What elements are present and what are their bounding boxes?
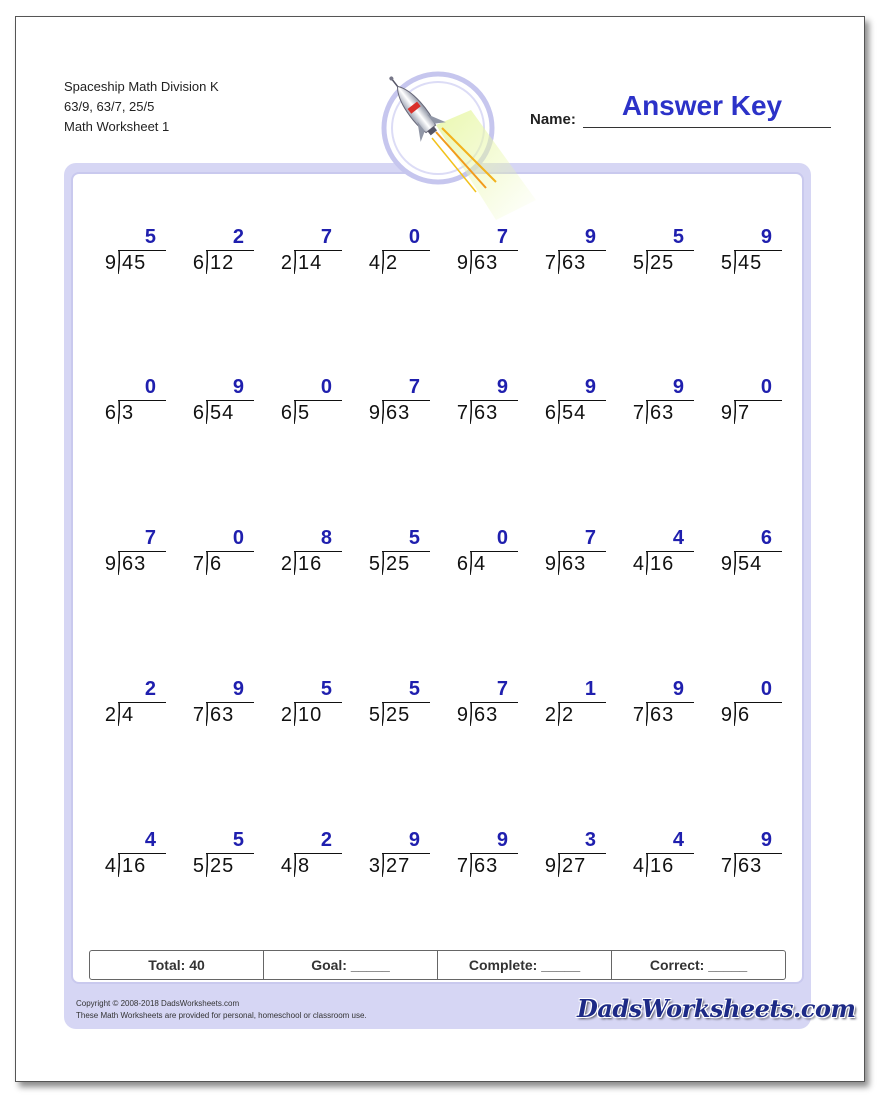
division-bracket [382, 702, 384, 726]
dividend: 10 [298, 704, 323, 726]
divisor: 9 [544, 553, 556, 575]
quotient: 9 [584, 226, 596, 248]
division-bracket [470, 853, 472, 877]
divisor: 2 [544, 704, 556, 726]
dividend: 63 [562, 252, 587, 274]
divisor: 4 [104, 855, 116, 877]
divisor: 6 [456, 553, 468, 575]
quotient: 5 [408, 527, 420, 549]
divisor: 4 [632, 855, 644, 877]
division-bracket [470, 250, 472, 274]
quotient: 5 [408, 678, 420, 700]
divisor: 4 [368, 252, 380, 274]
division-problem [176, 527, 256, 587]
division-problem [440, 376, 520, 436]
division-bracket [206, 702, 208, 726]
division-bracket [118, 400, 120, 424]
worksheet-header [64, 77, 219, 137]
division-bracket [294, 250, 296, 274]
dividend: 16 [122, 855, 147, 877]
division-problem [88, 678, 168, 738]
quotient: 0 [144, 376, 156, 398]
divisor: 4 [632, 553, 644, 575]
division-bracket [646, 250, 648, 274]
dividend: 45 [738, 252, 763, 274]
name-field-line[interactable] [583, 127, 831, 128]
dividend: 63 [474, 252, 499, 274]
site-logo[interactable]: DadsWorksheets.com [577, 994, 856, 1023]
division-bracket [646, 551, 648, 575]
dividend: 6 [210, 553, 223, 575]
quotient: 0 [232, 527, 244, 549]
division-problem [176, 678, 256, 738]
quotient: 0 [760, 678, 772, 700]
divisor: 5 [720, 252, 732, 274]
dividend: 54 [562, 402, 587, 424]
division-bracket [646, 702, 648, 726]
dividend: 16 [650, 855, 675, 877]
division-bracket [558, 250, 560, 274]
division-problem [176, 829, 256, 889]
division-problem [616, 527, 696, 587]
division-bracket [734, 702, 736, 726]
divisor: 5 [632, 252, 644, 274]
division-problem [704, 829, 784, 889]
quotient: 7 [408, 376, 420, 398]
worksheet-title: Spaceship Math Division K [64, 79, 219, 94]
quotient: 0 [408, 226, 420, 248]
divisor: 9 [456, 704, 468, 726]
division-bracket [558, 702, 560, 726]
score-complete[interactable]: Complete: _____ [438, 951, 612, 979]
dividend: 63 [738, 855, 763, 877]
quotient: 2 [232, 226, 244, 248]
division-problem [440, 226, 520, 286]
divisor: 9 [720, 553, 732, 575]
dividend: 63 [650, 704, 675, 726]
divisor: 9 [544, 855, 556, 877]
division-bracket [558, 853, 560, 877]
division-problem [440, 678, 520, 738]
quotient: 5 [144, 226, 156, 248]
division-problem [704, 678, 784, 738]
quotient: 9 [760, 226, 772, 248]
division-bracket [734, 250, 736, 274]
divisor: 2 [104, 704, 116, 726]
divisor: 6 [192, 402, 204, 424]
quotient: 7 [496, 226, 508, 248]
score-bar [89, 950, 786, 980]
quotient: 4 [672, 527, 684, 549]
divisor: 4 [280, 855, 292, 877]
dividend: 16 [298, 553, 323, 575]
division-bracket [118, 853, 120, 877]
division-bracket [734, 551, 736, 575]
division-bracket [294, 853, 296, 877]
dividend: 45 [122, 252, 147, 274]
quotient: 0 [760, 376, 772, 398]
quotient: 0 [496, 527, 508, 549]
quotient: 4 [672, 829, 684, 851]
division-bracket [294, 400, 296, 424]
division-problem [704, 527, 784, 587]
division-bracket [734, 853, 736, 877]
quotient: 7 [144, 527, 156, 549]
division-bracket [470, 400, 472, 424]
quotient: 2 [320, 829, 332, 851]
copyright-text: Copyright © 2008-2018 DadsWorksheets.com [76, 999, 240, 1008]
quotient: 5 [672, 226, 684, 248]
dividend: 25 [650, 252, 675, 274]
score-total: Total: 40 [90, 951, 264, 979]
dividend: 7 [738, 402, 751, 424]
divisor: 9 [368, 402, 380, 424]
division-problem [528, 376, 608, 436]
dividend: 27 [386, 855, 411, 877]
division-bracket [382, 853, 384, 877]
quotient: 9 [760, 829, 772, 851]
division-problem [440, 527, 520, 587]
division-problem [352, 678, 432, 738]
quotient: 3 [584, 829, 596, 851]
division-bracket [646, 853, 648, 877]
dividend: 63 [386, 402, 411, 424]
division-problem [528, 226, 608, 286]
dividend: 63 [122, 553, 147, 575]
divisor: 5 [192, 855, 204, 877]
division-problem [616, 829, 696, 889]
division-bracket [734, 400, 736, 424]
division-problem [704, 226, 784, 286]
divisor: 7 [456, 855, 468, 877]
dividend: 6 [738, 704, 751, 726]
dividend: 25 [386, 704, 411, 726]
quotient: 2 [144, 678, 156, 700]
divisor: 2 [280, 553, 292, 575]
division-bracket [382, 400, 384, 424]
dividend: 25 [210, 855, 235, 877]
division-problem [88, 527, 168, 587]
division-problem [440, 829, 520, 889]
division-problem [264, 678, 344, 738]
quotient: 5 [320, 678, 332, 700]
division-bracket [558, 400, 560, 424]
dividend: 2 [562, 704, 575, 726]
divisor: 5 [368, 553, 380, 575]
division-bracket [206, 250, 208, 274]
division-problem [88, 829, 168, 889]
divisor: 9 [720, 704, 732, 726]
divisor: 3 [368, 855, 380, 877]
worksheet-facts: 63/9, 63/7, 25/5 [64, 99, 155, 114]
divisor: 7 [456, 402, 468, 424]
dividend: 3 [122, 402, 135, 424]
divisor: 6 [104, 402, 116, 424]
dividend: 16 [650, 553, 675, 575]
divisor: 7 [720, 855, 732, 877]
divisor: 9 [720, 402, 732, 424]
division-bracket [206, 853, 208, 877]
quotient: 7 [584, 527, 596, 549]
divisor: 7 [192, 553, 204, 575]
quotient: 9 [496, 376, 508, 398]
quotient: 4 [144, 829, 156, 851]
quotient: 7 [496, 678, 508, 700]
division-problem [176, 376, 256, 436]
dividend: 63 [474, 855, 499, 877]
divisor: 6 [280, 402, 292, 424]
division-problem [616, 678, 696, 738]
quotient: 9 [584, 376, 596, 398]
division-problem [352, 527, 432, 587]
division-problem [264, 226, 344, 286]
division-bracket [558, 551, 560, 575]
quotient: 1 [584, 678, 596, 700]
quotient: 7 [320, 226, 332, 248]
dividend: 8 [298, 855, 311, 877]
division-bracket [206, 551, 208, 575]
dividend: 4 [122, 704, 135, 726]
dividend: 4 [474, 553, 487, 575]
division-problem [616, 376, 696, 436]
quotient: 9 [408, 829, 420, 851]
division-problem [528, 829, 608, 889]
quotient: 6 [760, 527, 772, 549]
divisor: 2 [280, 252, 292, 274]
division-problem [528, 678, 608, 738]
divisor: 7 [632, 704, 644, 726]
dividend: 12 [210, 252, 235, 274]
quotient: 9 [672, 376, 684, 398]
name-label: Name: [530, 111, 576, 128]
division-bracket [118, 551, 120, 575]
quotient: 9 [232, 376, 244, 398]
division-problem [616, 226, 696, 286]
division-problem [704, 376, 784, 436]
division-problem [176, 226, 256, 286]
division-bracket [206, 400, 208, 424]
dividend: 63 [474, 402, 499, 424]
division-bracket [118, 702, 120, 726]
divisor: 9 [104, 553, 116, 575]
division-problem [88, 226, 168, 286]
divisor: 9 [456, 252, 468, 274]
division-problem [264, 829, 344, 889]
division-bracket [382, 551, 384, 575]
division-bracket [118, 250, 120, 274]
quotient: 9 [232, 678, 244, 700]
divisor: 2 [280, 704, 292, 726]
dividend: 54 [210, 402, 235, 424]
divisor: 7 [544, 252, 556, 274]
quotient: 8 [320, 527, 332, 549]
answer-key-label: Answer Key [621, 90, 783, 121]
rocket-icon [376, 70, 566, 230]
quotient: 9 [496, 829, 508, 851]
division-bracket [470, 702, 472, 726]
division-bracket [646, 400, 648, 424]
division-problem [88, 376, 168, 436]
quotient: 0 [320, 376, 332, 398]
dividend: 5 [298, 402, 311, 424]
division-bracket [382, 250, 384, 274]
divisor: 6 [544, 402, 556, 424]
dividend: 54 [738, 553, 763, 575]
dividend: 14 [298, 252, 323, 274]
dividend: 63 [650, 402, 675, 424]
division-bracket [294, 551, 296, 575]
dividend: 63 [562, 553, 587, 575]
divisor: 9 [104, 252, 116, 274]
division-problem [264, 527, 344, 587]
division-problem [352, 829, 432, 889]
quotient: 9 [672, 678, 684, 700]
score-correct[interactable]: Correct: _____ [649, 957, 748, 973]
division-problem [352, 376, 432, 436]
division-problem [528, 527, 608, 587]
usage-notice: These Math Worksheets are provided for personal, homeschool or classroom use. [76, 1011, 367, 1020]
dividend: 2 [386, 252, 399, 274]
copyright-block [76, 998, 367, 1022]
dividend: 27 [562, 855, 587, 877]
division-problem [352, 226, 432, 286]
dividend: 63 [474, 704, 499, 726]
dividend: 25 [386, 553, 411, 575]
divisor: 7 [632, 402, 644, 424]
divisor: 5 [368, 704, 380, 726]
score-goal[interactable]: Goal: _____ [264, 951, 438, 979]
division-bracket [470, 551, 472, 575]
division-bracket [294, 702, 296, 726]
division-problem [264, 376, 344, 436]
worksheet-subtitle: Math Worksheet 1 [64, 119, 170, 134]
dividend: 63 [210, 704, 235, 726]
divisor: 6 [192, 252, 204, 274]
divisor: 7 [192, 704, 204, 726]
quotient: 5 [232, 829, 244, 851]
